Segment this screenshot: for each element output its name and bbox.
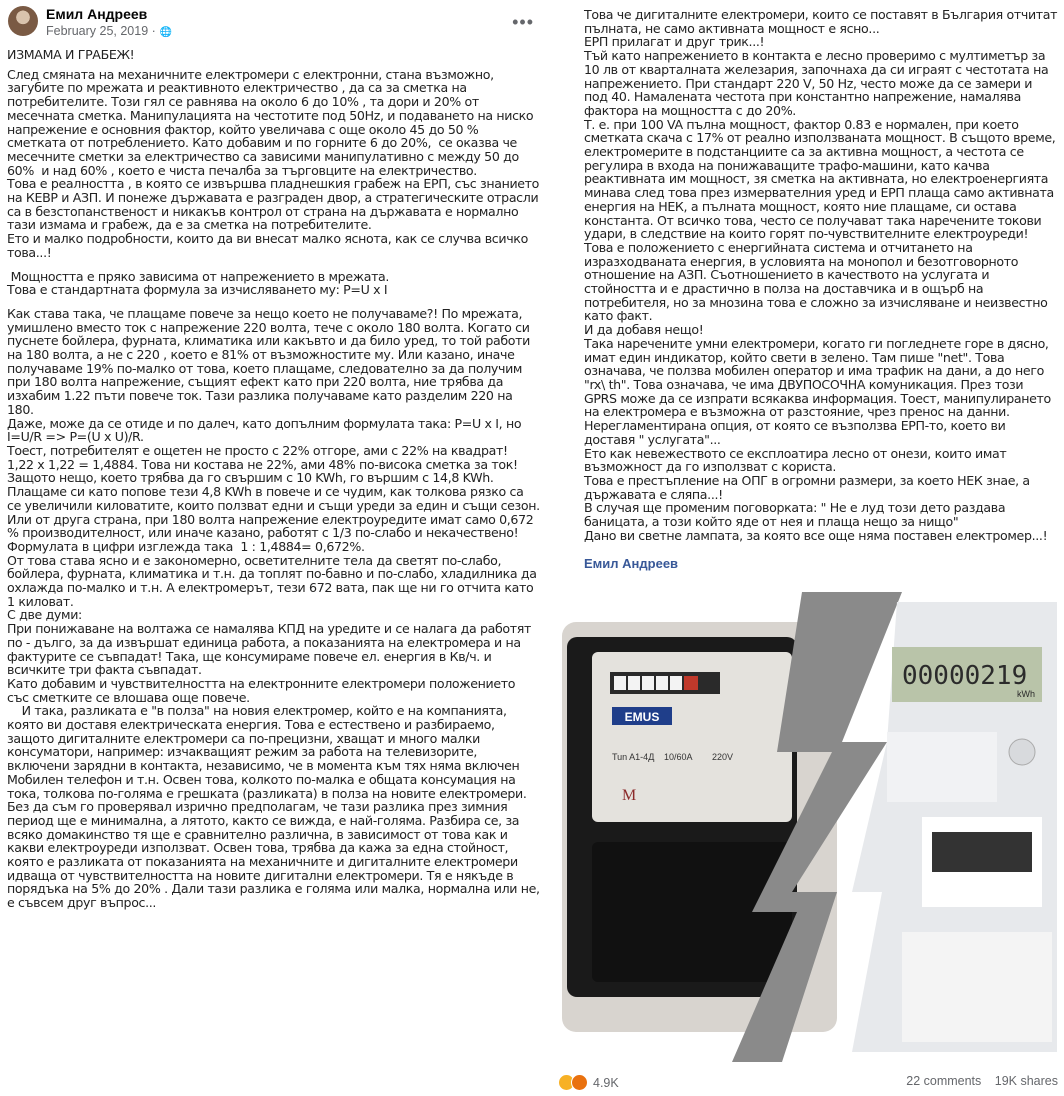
post-paragraph: Ето и малко подробности, които да ви внесат малко яснота, как се случва всичко това...! [7, 231, 532, 260]
counter-digit-red [684, 676, 698, 690]
reactions-count: 4.9K [593, 1075, 619, 1090]
post-title: ИЗМАМА И ГРАБЕЖ! [7, 47, 135, 62]
meters-photo[interactable] [552, 592, 1064, 1062]
post-paragraph: Така наречените умни електромери, когато ги погледнете горе в дясно, имат един индикатор, който свети в зелено. Там пише "net". Това означава, че ползва мобилен оператор и има трафик на дани, а до него "rx\ th". Това означава, че има ДВУПОСОЧНА комуникация. През този GPRS може да се изпрати всякаква информация. Тоест, манипулирането на електромера е възможна от разстояние, чрез пренос на данни. Нерегламентирана опция, от която се възползва ЕРП-то, което ви доставя " услугата"... [584, 335, 1055, 447]
counter-digit [642, 676, 654, 690]
post-paragraph: И така, разликата е "в полза" на новия електромер, който е на компанията, която ви доставя електрическата енергия. Това е естествено и разбираемо, защото дигиталните електромери са по-прецизни, хващат и много малки консуматори, например: изчакващият режим за работа на телевизорите, включени зарядни в контакта, независимо, че в момента към тях няма включен Мобилен телефон и т.н. Освен това, колкото по-малка е общата консумация на тока, толкова по-голяма е грешката (разликата) в полза на новите електромери. Без да съм го проверявал изрично предполагам, че тази разлика през зимния период ще е минимална, а лятото, както се вижда, е най-голяма. Разбира се, за всяко домакинство тя ще е сравнително различна, в зависимост от това как и какви електроуреди използват. Освен това, трябва да кажа за една стойност, която е разликата от показанията на механичните и дигиталните електромери идваща от чувствителността на новите дигитални електромери. Тя е някъде в порядъка на 5% до 20% . Дали тази разлика е голяма или малка, нормална или не, е съвсем друг въпрос... [7, 703, 544, 911]
post-paragraph: Даже, може да се отиде и по далеч, като допълним формулата така: P=U x I, но I=U/R => P=(U x U)/R. [7, 415, 525, 445]
barcode [932, 832, 1032, 872]
counter-digit [614, 676, 626, 690]
meter-button [1009, 739, 1035, 765]
post-paragraph: При понижаване на волтажа се намалява КПД на уредите и се налага да работят по - дълго, за да извършат единица работа, а показанията на електромера и на фактурите се съвпадат! Така, ще консумираме повече ел. енергия в Кв/ч. и всичките три факта съвпадат. [7, 621, 535, 678]
post-paragraph: Мощността е пряко зависима от напрежението в мрежата. Това е стандартната формула за изчисляването му: P=U x I [7, 268, 390, 298]
date-separator: · [151, 24, 156, 38]
post-paragraph: Това е реалността , в която се извършва пладнешкия грабеж на ЕРП, със знанието на КЕВР и АЗП. И понеже държавата е разграден двор, а стратегическите отрасли са в безстопанственост и никакъв контрол от страна на държавата е нормално тази измама и грабеж, да е за сметка на потребителите. [7, 176, 543, 233]
post-paragraph: Това е положението с енергийната система и отчитането на изразходваната енергия, в условията на монопол и безотговорното отношение на АЗП. Съотношението в качеството на услугата и стойността и е драстично в полза на доставчика и в ощърб на потребителя, но за мнозина това е сложно за изчисляване и неизвестно като факт. [584, 239, 1052, 324]
post-paragraph: След смяната на механичните електромери с електронни, стана възможно, загубите по мрежата и реактивното електричество , да са за сметка на потребителите. Този гял се равнява на около 6 до 10% , та дори и 20% от месечната сметка. Манипулацията на честотите под 50Hz, и подаването на ниско напрежение е основния фактор, който увеличава с още около 45 до 50 % сметката от потреблението. Като добавим и по горните 6 до 20%, се оказва че месечните сметки за електричество са зависими манипулативно с между 50 до 60% и над 60% , което е чиста печалба за търговците на електричество. [7, 66, 537, 178]
post-stats [896, 1074, 1058, 1088]
author-avatar[interactable] [8, 6, 38, 36]
post-paragraph: ЕРП прилагат и друг трик...! [584, 34, 765, 50]
post-paragraph: С две думи: [7, 607, 82, 623]
comments-link[interactable]: 22 comments [906, 1074, 982, 1088]
post-paragraph: Това че дигиталните електромери, които се поставят в България отчитат пълната, не само активната мощност е ясно... [584, 7, 1061, 36]
meter-brand: EMUS [624, 710, 660, 724]
counter-digit [628, 676, 640, 690]
meter-model: Tun A1-4Д [612, 752, 655, 762]
meter-terminal [902, 932, 1052, 1042]
post-date-text[interactable]: February 25, 2019 [46, 24, 149, 38]
meter-current: 10/60A [664, 752, 693, 762]
counter-digit [656, 676, 668, 690]
lcd-unit: kWh [1017, 689, 1035, 699]
lcd-reading: 00000219 [902, 661, 1028, 691]
post-text-left [0, 48, 546, 910]
post-paragraph: От това става ясно и е закономерно, осветителните тела да светят по-слабо, бойлера, фурната, климатика и т.н. да топлят по-бавно и по-слабо, хладилника да охлажда по-малко и т.н. А електромерът, тези 672 вата, пак ще ни го отчита като 1 киловат. [7, 552, 541, 609]
author-signature-link[interactable]: Емил Андреев [584, 556, 679, 572]
angry-reaction-icon [571, 1074, 588, 1091]
meter-code: M [622, 787, 637, 804]
post-paragraph: Или от друга страна, при 180 волта напрежение електроуредите имат само 0,672 % производителност, или иначе казано, работят с 1/3 по-слабо и некачествено! Формулата в цифри изглежда така 1 : 1,4884= 0,672%. [7, 511, 538, 554]
meter-voltage: 220V [712, 752, 734, 762]
post-date[interactable] [46, 24, 172, 38]
globe-icon: 🌐 [159, 27, 173, 38]
post-text-right [552, 0, 1064, 542]
post-paragraph: Как става така, че плащаме повече за нещо което не получаваме?! По мрежата, умишлено вместо ток с напрежение 220 волта, тече с около 180 волта. Когато си пуснете бойлера, фурната, климатика или какъвто и да било уред, то той работи на 180 волта, а не с 220 , което е 81% от възможностите му. Или казано, иначе получаваме 19% по-малко от това, което плащаме, следователно за да получим при 180 волта напрежение, същият ефект като при 220 волта, ние трябва да изхабим 1.22 пъти повече ток. Тази разлика получаваме като разделим 220 на 180. [7, 305, 534, 417]
post-paragraph: Ето как невежеството се експлоатира лесно от онези, които имат възможност да го използват с користа. [584, 445, 1011, 475]
post-paragraph: Дано ви светне лампата, за която все още няма поставен електромер...! [584, 527, 1048, 543]
post-paragraph: Като добавим и чувствителността на електронните електромери положението със сметките се влошава още повече. [7, 675, 519, 705]
meter-spec-label [887, 732, 997, 802]
post-header [0, 0, 546, 44]
post-paragraph: 1,22 x 1,22 = 1,4884. Това ни костава не 22%, ами 48% по-висока сметка за ток! Защото нещо, което трябва да го свършим с 10 KWh, го вършим с 14,8 KWh. Плащаме си като попове тези 4,8 KWh в повече и се чудим, как толкова рязко са се увеличили киловатите, които ползват едни и същи уреди за един и същи сезон. [7, 456, 540, 513]
post-paragraph: Т. е. при 100 VA пълна мощност, фактор 0.83 е нормален, при което сметката скача с 17% от реално използваната мощност. В същото време, електромерите в подстанциите са за активна мощност, а честота се регулира в входа на понижаващите трафо-машини, като качва реактивната им мощност, зя сметка на активната, но електроенергията минава след това през измервателния уред и ЕРП плаща само активната енергия на НЕК, а пълната мощност, която ние плащаме, си остава константа. От всичко това, често се получават така наречените токови удари, в следствие на които горят по-чувствителните електроуреди! [584, 116, 1060, 242]
post-footer [552, 1070, 1064, 1096]
post-paragraph: Това е престъпление на ОПГ в огромни размери, за което НЕК знае, а държавата е сляпа...! [584, 472, 1034, 502]
shares-link[interactable]: 19K shares [994, 1074, 1058, 1088]
author-name[interactable]: Емил Андреев [46, 6, 148, 22]
post-paragraph: В случая ще променим поговорката: " Не е луд този дето раздава баницата, а този който яде от нея и плаща нещо за нищо" [584, 500, 1009, 530]
post-paragraph: И да добавя нещо! [584, 322, 704, 338]
counter-digit [670, 676, 682, 690]
more-options-icon[interactable]: ••• [512, 12, 534, 32]
post-paragraph: Тъй като напрежението в контакта е лесно проверимо с мултиметър за 10 лв от кварталната железария, започнаха да си играят с честотата на напрежението. При стандарт 220 V, 50 Hz, често може да се замери и под 40. Намалената честота при константно напрежение, намалява фактора на мощността с до 20%. [584, 48, 1053, 118]
reactions[interactable] [558, 1074, 619, 1091]
post-paragraph: Тоест, потребителят е ощетен не просто с 22% отгоре, ами с 22% на квадрат! [7, 442, 508, 458]
post-right-column [552, 0, 1064, 1096]
